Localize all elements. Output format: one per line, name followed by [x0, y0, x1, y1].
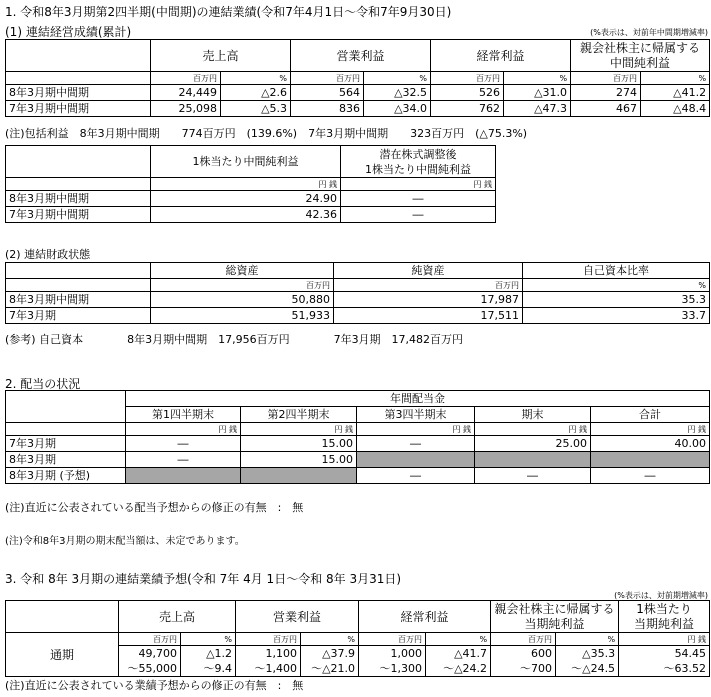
table-cell [6, 146, 151, 178]
forecast-title: 3. 令和 8年 3月期の連結業績予想(令和 7年 4月 1日～令和 8年 3月31日) [5, 572, 402, 586]
table-row [6, 468, 710, 484]
table-cell: 25.00 [475, 436, 591, 452]
table-cell: 42.36 [151, 207, 341, 223]
table-header-row [6, 279, 710, 292]
table-cell [126, 468, 241, 484]
unit: 百万円 [431, 72, 504, 85]
financial-position-subtitle: (2) 連結財政状態 [5, 248, 91, 261]
table-cell: △41.2 [641, 85, 710, 101]
table-cell: 50,880 [151, 292, 334, 308]
table-header-row [6, 391, 710, 407]
unit-cell: % [556, 633, 619, 646]
unit-cell [6, 423, 126, 436]
header-net-income [571, 40, 710, 72]
table-cell: △34.0 [364, 101, 431, 117]
table-header-row [6, 263, 710, 279]
unit-cell [6, 72, 151, 85]
table-cell [6, 391, 126, 423]
table-cell: ― [475, 468, 591, 484]
unit-cell: 円 銭 [357, 423, 475, 436]
unit-cell: 円 銭 [619, 633, 710, 646]
table-cell: ～63.52 [619, 661, 710, 677]
financial-position-table [5, 262, 710, 324]
table-row [6, 308, 710, 324]
unit-cell: 円 銭 [591, 423, 710, 436]
table-cell: ～△21.0 [301, 661, 359, 677]
eps-table [5, 145, 496, 223]
table-cell: 総資産 [151, 263, 334, 279]
table-cell: 15.00 [241, 452, 357, 468]
table-cell: △37.9 [301, 646, 359, 662]
table-cell: 24.90 [151, 191, 341, 207]
section-1-title: 1. 令和8年3月期第2四半期(中間期)の連結業績(令和7年4月1日～令和7年9月30日) [5, 5, 452, 19]
table-cell: △2.6 [221, 85, 291, 101]
table-cell: 1,000 [359, 646, 426, 662]
comprehensive-income-note: (注)包括利益 8年3月期中間期 774百万円 (139.6%) 7年3月期中間期 323百万円 (△75.3%) [5, 127, 528, 140]
table-row [6, 101, 710, 117]
unit-cell: 円 銭 [475, 423, 591, 436]
table-cell: ～1,300 [359, 661, 426, 677]
table-cell: 25,098 [151, 101, 221, 117]
unit: 百万円 [571, 72, 641, 85]
table-cell: ― [341, 191, 496, 207]
table-cell: ～55,000 [119, 661, 181, 677]
table-header-row [6, 423, 710, 436]
table-cell: 7年3月期 [6, 308, 151, 324]
header-eps: 1株当たり中間純利益 [151, 146, 341, 178]
dividend-table [5, 390, 710, 484]
forecast-pct-note: (%表示は、対前期増減率) [614, 591, 708, 600]
unit-cell: 円 銭 [151, 178, 341, 191]
table-cell: 17,987 [334, 292, 523, 308]
unit: % [221, 72, 291, 85]
unit-cell: 百万円 [491, 633, 556, 646]
unit-cell [6, 279, 151, 292]
table-cell: ― [126, 452, 241, 468]
table-cell: ― [126, 436, 241, 452]
header-text: 親会社株主に帰属する [494, 601, 615, 616]
table-cell: 33.7 [523, 308, 710, 324]
table-cell: 1,100 [236, 646, 301, 662]
unit-cell [6, 178, 151, 191]
table-cell [6, 263, 151, 279]
table-cell: 合計 [591, 407, 710, 423]
table-cell: 第3四半期末 [357, 407, 475, 423]
unit-cell: 円 銭 [341, 178, 496, 191]
table-cell: 第1四半期末 [126, 407, 241, 423]
table-row [6, 436, 710, 452]
table-cell: 274 [571, 85, 641, 101]
unit-cell: 百万円 [151, 279, 334, 292]
table-row [6, 207, 496, 223]
table-cell [491, 601, 619, 633]
table-cell: ～9.4 [181, 661, 236, 677]
full-year-label: 通期 [6, 633, 119, 677]
table-cell: ― [357, 468, 475, 484]
table-cell: 8年3月期 (予想) [6, 468, 126, 484]
table-header-row [6, 601, 710, 633]
unit: % [504, 72, 571, 85]
unit-cell: % [426, 633, 491, 646]
table-cell: 836 [291, 101, 364, 117]
table-cell: 8年3月期中間期 [6, 292, 151, 308]
pct-note: (%表示は、対前年中間期増減率) [590, 28, 708, 37]
table-cell: 24,449 [151, 85, 221, 101]
table-header-row [6, 72, 710, 85]
table-cell: 54.45 [619, 646, 710, 662]
table-cell: 762 [431, 101, 504, 117]
table-cell: △31.0 [504, 85, 571, 101]
table-cell: △48.4 [641, 101, 710, 117]
table-cell: 期末 [475, 407, 591, 423]
table-cell: 40.00 [591, 436, 710, 452]
table-cell: 526 [431, 85, 504, 101]
table-cell: 467 [571, 101, 641, 117]
table-cell: 51,933 [151, 308, 334, 324]
table-cell: △41.7 [426, 646, 491, 662]
table-cell: 7年3月期中間期 [6, 207, 151, 223]
table-cell: 第2四半期末 [241, 407, 357, 423]
table-cell: 15.00 [241, 436, 357, 452]
table-header-row [6, 40, 710, 72]
unit: % [641, 72, 710, 85]
table-cell: △35.3 [556, 646, 619, 662]
table-cell: 17,511 [334, 308, 523, 324]
table-cell: ～△24.2 [426, 661, 491, 677]
table-cell: 564 [291, 85, 364, 101]
table-cell: 営業利益 [236, 601, 359, 633]
header-text: 潜在株式調整後 [379, 147, 457, 161]
table-cell: 8年3月期中間期 [6, 85, 151, 101]
table-row [6, 292, 710, 308]
header-text: 中間純利益 [610, 55, 671, 70]
results-subtitle: (1) 連結経営成績(累計) [5, 25, 132, 39]
table-cell: 自己資本比率 [523, 263, 710, 279]
equity-reference: (参考) 自己資本 8年3月期中間期 17,956百万円 7年3月期 17,482百万円 [5, 333, 464, 346]
table-cell: 49,700 [119, 646, 181, 662]
table-header-row [6, 178, 496, 191]
unit: % [364, 72, 431, 85]
table-cell: 7年3月期 [6, 436, 126, 452]
table-cell: 売上高 [119, 601, 236, 633]
unit-cell: % [523, 279, 710, 292]
table-header-row [6, 633, 710, 646]
unit: 百万円 [291, 72, 364, 85]
dividend-undecided-note: (注)令和8年3月期の期末配当額は、未定であります。 [5, 536, 245, 547]
table-header-row [6, 146, 496, 178]
table-cell: ～700 [491, 661, 556, 677]
unit-cell: % [181, 633, 236, 646]
table-cell [241, 468, 357, 484]
table-cell: 8年3月期中間期 [6, 191, 151, 207]
table-cell: ～1,400 [236, 661, 301, 677]
dividend-title: 2. 配当の状況 [5, 377, 81, 391]
header-sales: 売上高 [151, 40, 291, 72]
table-cell: ― [341, 207, 496, 223]
unit-cell: 百万円 [119, 633, 181, 646]
unit-cell: 百万円 [359, 633, 426, 646]
table-cell: △47.3 [504, 101, 571, 117]
table-cell: 7年3月期中間期 [6, 101, 151, 117]
table-cell [591, 452, 710, 468]
forecast-table [5, 600, 710, 677]
table-cell: 35.3 [523, 292, 710, 308]
dividend-revision-note: (注)直近に公表されている配当予想からの修正の有無 : 無 [5, 501, 304, 514]
header-operating-profit: 営業利益 [291, 40, 431, 72]
table-cell: 経常利益 [359, 601, 491, 633]
table-row [6, 452, 710, 468]
table-row [6, 191, 496, 207]
unit: 百万円 [151, 72, 221, 85]
table-cell [619, 601, 710, 633]
unit-cell: 百万円 [236, 633, 301, 646]
table-cell: 年間配当金 [126, 391, 710, 407]
header-ordinary-profit: 経常利益 [431, 40, 571, 72]
header-text: 1株当たり [636, 601, 692, 616]
table-cell [6, 601, 119, 633]
header-diluted-eps [341, 146, 496, 178]
header-text: 当期純利益 [634, 616, 695, 631]
header-text: 当期純利益 [524, 616, 585, 631]
table-cell: ― [357, 436, 475, 452]
table-cell [6, 40, 151, 72]
table-cell: 600 [491, 646, 556, 662]
table-cell: △32.5 [364, 85, 431, 101]
table-cell: 8年3月期 [6, 452, 126, 468]
results-table [5, 39, 710, 117]
table-cell [357, 452, 475, 468]
unit-cell: 円 銭 [126, 423, 241, 436]
unit-cell: % [301, 633, 359, 646]
unit-cell: 円 銭 [241, 423, 357, 436]
table-cell [475, 452, 591, 468]
forecast-revision-note: (注)直近に公表されている業績予想からの修正の有無 : 無 [5, 679, 304, 692]
unit-cell: 百万円 [334, 279, 523, 292]
header-text: 親会社株主に帰属する [580, 40, 701, 55]
table-cell: ～△24.5 [556, 661, 619, 677]
table-cell: 純資産 [334, 263, 523, 279]
table-row [6, 85, 710, 101]
table-cell: △1.2 [181, 646, 236, 662]
table-cell: ― [591, 468, 710, 484]
table-cell: △5.3 [221, 101, 291, 117]
header-text: 1株当たり中間純利益 [365, 162, 471, 176]
